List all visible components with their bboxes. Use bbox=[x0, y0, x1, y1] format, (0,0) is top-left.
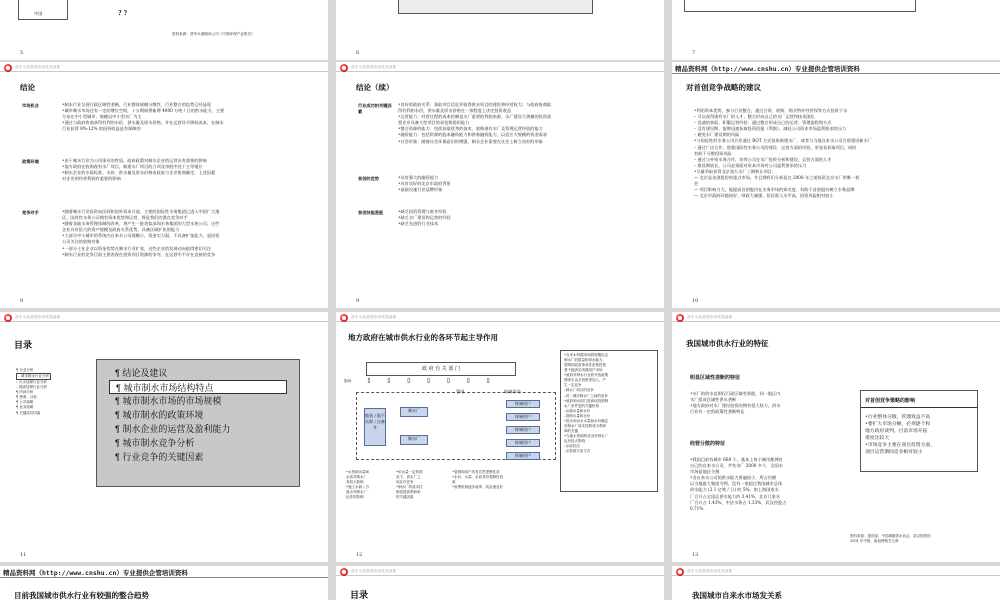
firm-logo-icon bbox=[676, 314, 684, 322]
slide-title: 目前我国城市供水行业有较强的整合趋势 bbox=[14, 591, 149, 600]
plant-box: 制水厂 bbox=[400, 407, 428, 417]
toc-tree: ¶ 行业分析 – 城市制水行业分析 – 污水处理行业分析 – 固废处理行业分析 ¶ 内部分析 ¶ 使命、目标 ¶ 公司战略 ¶ 业务战略 ¶ 关键成功因素 bbox=[16, 368, 49, 415]
toc-item[interactable]: ¶ 城市制水竞争分析 bbox=[115, 438, 195, 448]
section-label: 首创技能差距 bbox=[358, 210, 384, 215]
firm-name: 普华永道管理咨询发展战略 bbox=[15, 65, 61, 69]
section-text: •水厂的供水范围仅行政区域有界限，同一地区内 水厂组成区域性供水垄断 •地方政府对水厂建设投资的拥有很大权力，供水 行业有一定的政策性垄断特征 bbox=[690, 391, 781, 415]
page-number: 12 bbox=[356, 552, 363, 558]
unknown-marks: ? ? bbox=[118, 10, 128, 17]
user-box: 终端用户 bbox=[506, 413, 540, 421]
user-box: 终端用户 bbox=[506, 400, 540, 408]
slide-body: •利用资本优势，参与行业整合，通过合资、收购，购买特许经营权等方式投资于水 – 可以获得现有水厂的人才，整合形成自己的水厂运营和技术团队 – 迅速的获取、积累运营经验：通过整合形成自己的运营、管理流程和方式 – 没有建设期，能够迅速获取投资回报（利润），减轻公司资本市场盈利要求的压力 – 避免水厂建设期的风险 •与国际性的水务公司合作通过 BOT 方式投资新建水厂，或者与当地自来水公司合资建设新水厂 – 通过广泛合作，借鉴国际性水务公司的建设、运营方面的经验，更容易获取项目，同时 有助于分散投资风险 – 通过与外资水务合作，培养公司在水厂投资分析和建设、运营方面的人才 – 建设期较长，公司必须面对资本市场对公司盈利要求的压力 •尽量争取获得北京第九水厂三期转让项目： — 北京是首创股份的重点市场，并且拥有们分析是在 2008 年之前投资北京水厂的唯一机 会 — 项目影响力大，能提高首创股份在水务市场的知名度，有助于首创股份树立水务品牌 — 北京市政府环境较好，财政力量强，居民收入水平高，投资风险相对较小 bbox=[694, 108, 872, 199]
slide-9 bbox=[336, 62, 664, 308]
china-label: 中国 bbox=[34, 11, 43, 16]
diagram-fragment bbox=[684, 0, 916, 12]
firm-logo-icon bbox=[4, 314, 12, 322]
bottom-note: •水资源水量和 水质对制水厂 有较大影响 •施工水源 / 自 备水对制水厂 运作的影响 bbox=[346, 470, 370, 500]
firm-logo-icon bbox=[340, 314, 348, 322]
bottom-note: •管网和用户具有自然垄断性质 •水价、水量、水质具有强制性协 商 •收费机制逐步改革，现金流良好 bbox=[452, 470, 504, 490]
source-note: 资料来源：普华永道顾问公司《中国环保产业报告》 bbox=[172, 32, 255, 36]
slide-13 bbox=[672, 312, 1000, 562]
firm-logo-icon bbox=[340, 64, 348, 72]
slide-header bbox=[672, 566, 1000, 576]
slide-header bbox=[0, 62, 328, 72]
section-text: •由于制水行业为公用事业的性质，政府政策对制水企业的运营具有重要的影响 •地方政府在收购现有水厂项目，新建水厂项目的立项及审批中处于主导地位 •制水企业的水质标准、水价、供水量及原水价格由政府与企业协商确定，上述因素 对企业的经营利润有重要的影响 bbox=[62, 158, 216, 182]
firm-name: 普华永道管理咨询发展战略 bbox=[351, 65, 397, 69]
toc-item[interactable]: ¶ 行业竞争的关键因素 bbox=[115, 452, 204, 462]
page-number: 8 bbox=[20, 298, 24, 304]
section-text: •我国目前有城市 668 个，基本上每个城市都拥有 自己的自来水公司，共有水厂 2000 多个，全国水 市场是地区分割 •各自来水公司的供水能力普遍较小，所占份额 以当地最大集团为例，没有一家超过我国城市总体 供水能力 (2.1 亿吨 / 日) 的 5%。如上海国家水 厂合计占全国总供水能力约 3.41%，北京几家水 厂合计占 1.43%，中法水务占 1.33%，武汉控股占 0.71% bbox=[690, 457, 787, 511]
slide-title: 目录 bbox=[350, 591, 369, 600]
page-number: 6 bbox=[356, 50, 360, 56]
slide-5 bbox=[0, 0, 328, 60]
slide-title: 结论（续） bbox=[356, 83, 394, 92]
gov-box: 政 府 有 关 部 门 bbox=[366, 362, 516, 376]
slide-12 bbox=[336, 312, 664, 562]
slide-title: 对首创竞争战略的建议 bbox=[686, 83, 761, 92]
brand-banner-text: 精品资料网（http://www.cnshu.cn）专业提供企管培训资料 bbox=[3, 569, 188, 577]
section-label: 首创的优势 bbox=[358, 176, 379, 181]
slide-header bbox=[336, 312, 664, 322]
slide-title: 目录 bbox=[14, 341, 33, 351]
slide-header bbox=[336, 566, 664, 576]
arrow-icon: ⇩⇩⇩⇩⇩⇩⇩ bbox=[366, 377, 506, 385]
slide-16 bbox=[672, 566, 1000, 600]
slide-title: 我国城市供水行业的特征 bbox=[686, 339, 769, 348]
divider bbox=[861, 407, 977, 408]
diagram-fragment bbox=[398, 0, 593, 14]
slide-7 bbox=[672, 0, 1000, 60]
firm-name: 普华永道管理咨询发展战略 bbox=[687, 569, 733, 573]
slide-title: 我国城市自来水市场发关系 bbox=[692, 591, 782, 600]
slide-header bbox=[672, 312, 1000, 322]
toc-item[interactable]: ¶ 结论及建议 bbox=[115, 368, 168, 378]
firm-name: 普华永道管理咨询发展战略 bbox=[351, 569, 397, 573]
impact-box-text: •行业整体分散，管理效益不高 •要扩大市场分额，必须逐个和 地方政府谈判，目前市场开拓 难度比较大 •市场竞争主要在项目投资方面， 项目运营期间竞争相对较小 bbox=[865, 415, 935, 455]
toc-panel bbox=[96, 359, 300, 487]
firm-name: 普华永道管理咨询发展战略 bbox=[351, 315, 397, 319]
section-label: 竞争对手 bbox=[22, 210, 39, 215]
toc-tree-selected: – 城市制水行业分析 bbox=[16, 373, 51, 380]
page-number: 5 bbox=[20, 50, 24, 56]
slide-header bbox=[336, 62, 664, 72]
section-text: •良好的政府关系：获取项目信息并取得供水项目的建设和经营权力；与政府协商取 得有利的水价，供水量及原水价格在一家程度上决定投资收益 •运营能力：经营过程的成本控制是水厂重要的利润来源。水厂建设大规模的投资需 要企业具备大型项目的承包和组织能力 •整合资源的能力：包括获取优秀的技术、收购现有水厂及管理运营经验的能力 •融资能力：包括资源的股本融资能力和债务融资能力，以适应大规模的资金需求 •社会形象：随着社会环保意识的增强，制水企业需要在社会上树立良好的形象 bbox=[398, 102, 552, 144]
slide-10 bbox=[672, 62, 1000, 308]
toc-item[interactable]: ¶ 城市制水市场的市场规模 bbox=[115, 396, 222, 406]
source-box: 地表 / 地下水源 / 自备井 bbox=[364, 408, 386, 446]
user-box: 终端用户 bbox=[506, 426, 540, 434]
section-text: •具有强大的融资能力 •具有良好的北京市政府背景 •基础设施行业品牌形象 bbox=[398, 175, 451, 193]
page-number: 7 bbox=[692, 50, 696, 56]
impact-box bbox=[860, 390, 978, 472]
section-text: •缺乏投资管理与收并经验 •缺乏水厂建设和运营的经验 •缺乏先进的行业技术 bbox=[398, 209, 451, 227]
page-number: 9 bbox=[356, 298, 360, 304]
page-number: 13 bbox=[692, 552, 699, 558]
toc-item-selected[interactable]: ¶ 城市制水市场结构特点 bbox=[109, 380, 287, 394]
user-box: 终端用户 bbox=[506, 439, 540, 447]
brand-banner bbox=[0, 566, 328, 578]
right-notes: •自来水终端市场的规模由定 制水厂的数量和供水能力， 管网的政府事务性质使投资 者不能涉足终端用户市场 •政府对制水行业的开放政策 将吸引众多投资者加入，产 生一定竞争 –制水厂项目的竞争 –同一城市制水厂之间的竞争 •政府和水面门是商谈投资制 水厂条件是的关键机构 –水源水量和水价 –管网水量和水价 •进水和出水水量和水价确定 后制水厂成本控制成为利润 率的关键 •当地水资源的状况对制水厂 也有较大影响 –水质状况 –水资源丰富与否 bbox=[560, 350, 658, 492]
user-box: 终端用户 bbox=[506, 452, 540, 460]
section-label: 市场机会 bbox=[22, 103, 39, 108]
page-number: 11 bbox=[20, 552, 27, 558]
slide-title: 地方政府在城市供水行业的各环节起主导作用 bbox=[348, 333, 498, 342]
section-title: 明显区域性垄断的特征 bbox=[690, 375, 741, 381]
terminal-market-label: 终端市场 bbox=[504, 389, 521, 394]
slide-14 bbox=[0, 566, 328, 600]
firm-name: 普华永道管理咨询发展战略 bbox=[15, 315, 61, 319]
section-title: 经营分散的特征 bbox=[690, 441, 726, 447]
impact-box-title: 对首创竞争策略的影响 bbox=[865, 398, 916, 404]
plant-box: 制水厂 bbox=[400, 435, 428, 445]
section-text: •随着制水行业投资向民间和国外资本开放，主要的国际性水务集团已进入中国广大地 区，国有性水务公司拥有资本优势和运营、将是我们的潜在竞争对手 •随着各地水务管理体制的改革，将产生一批类似深圳水务集团的大型水务公司，这些 企业具有很大的资产规模及政府关系优势，具备区域扩张的能力 •大部分中小城市的系统内自来水公司规模小，资金实力弱，不具备扩张能力，是投资 公司关注的收购对象 •一部分土在企业以资金优势在制水行业扩张，这些企业的发展动向值得密切关注 •制水行业的竞争目前主要表现在投资项目资源的争夺，在运营中不存在直接的竞争 bbox=[62, 209, 220, 257]
toc-item[interactable]: ¶ 城市制水的政策环境 bbox=[115, 410, 204, 420]
table-fragment bbox=[18, 0, 68, 20]
brand-banner bbox=[672, 62, 1000, 74]
influence-label: 影响 bbox=[344, 379, 351, 383]
section-text: •制水行业呈现行政区域性垄断，行业整体规模分散性，行业整合的趋势已经显现 •城市制水市场还有一定的增长空间，十五期间将新增 4000 万吨 / 日的供水能力，主要 分布在中小型城市、规模以中小型水厂为主 •通过与政府协商获得有利的水价，供水量及原水价格，并在运营环节降低成本，在制水 行业获得 8%-12% 的投资收益是有保障的 bbox=[62, 102, 225, 132]
pipe-label: 管网 bbox=[456, 389, 465, 394]
slide-15 bbox=[336, 566, 664, 600]
section-label: 行业成功的关键因素 bbox=[358, 103, 392, 114]
firm-name: 普华永道管理咨询发展战略 bbox=[687, 315, 733, 319]
slide-header bbox=[0, 312, 328, 322]
slide-title: 结论 bbox=[20, 83, 35, 92]
page-number: 10 bbox=[692, 298, 699, 304]
firm-logo-icon bbox=[676, 568, 684, 576]
firm-logo-icon bbox=[340, 568, 348, 576]
source-note: 资料来源：建设部、中国城镇供水协会、武汉控股的 2001 年中报、新浪网相关文章 bbox=[850, 534, 931, 544]
brand-banner-text: 精品资料网（http://www.cnshu.cn）专业提供企管培训资料 bbox=[675, 65, 860, 73]
toc-item[interactable]: ¶ 制水企业的运营及盈利能力 bbox=[115, 424, 231, 434]
bottom-note: •用水量一定的情 况下，供水厂之 间存在竞争 •制水厂的成本控 制是提高利润率 的关键因素 bbox=[396, 470, 423, 500]
slide-11 bbox=[0, 312, 328, 562]
firm-logo-icon bbox=[4, 64, 12, 72]
slide-8 bbox=[0, 62, 328, 308]
slide-6 bbox=[336, 0, 664, 60]
section-label: 政策环境 bbox=[22, 159, 39, 164]
